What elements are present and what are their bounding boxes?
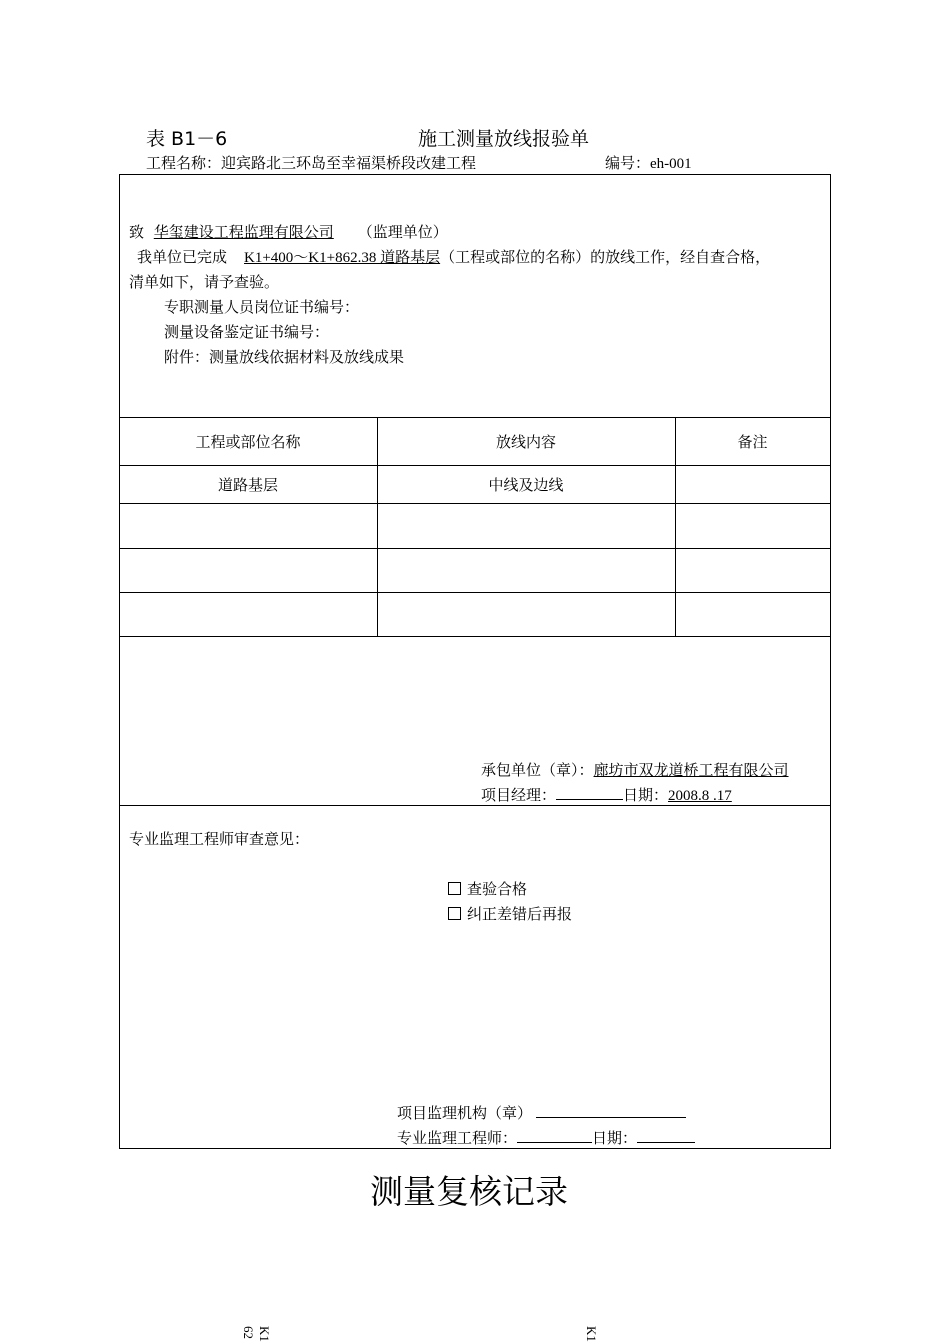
supervisor-suffix: （监理单位） <box>357 225 448 241</box>
contractor-unit-name: 廊坊市双龙道桥工程有限公司 <box>593 763 789 779</box>
table-cell <box>119 548 377 592</box>
review-engineer-label: 专业监理工程师： <box>397 1131 518 1147</box>
table-cell: 中线及边线 <box>488 477 564 494</box>
completed-suffix: （工程或部位的名称）的放线工作，经自查合格， <box>440 250 771 266</box>
frame-bottom <box>119 1148 831 1149</box>
fix-checkbox[interactable] <box>448 907 461 920</box>
rotated-fragment-left: K1 62 <box>241 1326 272 1342</box>
supervisor-company: 华玺建设工程监理有限公司 <box>153 225 334 241</box>
frame-right <box>830 174 831 1148</box>
number-line <box>605 152 692 173</box>
completed-line <box>137 246 770 267</box>
table-cell <box>377 503 675 548</box>
cert-equipment: 测量设备鉴定证书编号： <box>164 325 330 341</box>
request-line2: 清单如下，请予查验。 <box>129 275 280 291</box>
form-title: 施工测量放线报验单 <box>418 128 590 150</box>
option-fix[interactable] <box>448 903 572 924</box>
table-cell <box>675 503 830 548</box>
table-cell <box>675 548 830 592</box>
section-divider <box>119 805 831 806</box>
review-org-label: 项目监理机构（章） <box>397 1106 533 1122</box>
rotated-fragment-right: K1 <box>584 1326 599 1342</box>
table-cell <box>377 548 675 592</box>
completed-prefix: 我单位已完成 <box>137 250 228 266</box>
manager-label: 项目经理： <box>481 788 557 804</box>
contractor-unit-line <box>481 759 789 780</box>
table-bottom <box>119 636 831 637</box>
table-header-remark: 备注 <box>737 434 768 451</box>
contractor-unit-label: 承包单位（章）： <box>481 763 594 779</box>
number-value: eh-001 <box>650 156 692 172</box>
project-line <box>146 152 476 173</box>
contractor-date-label: 日期： <box>623 788 669 804</box>
review-date-label: 日期： <box>592 1131 638 1147</box>
project-name: 迎宾路北三环岛至幸福渠桥段改建工程 <box>221 156 477 172</box>
work-scope: K1+400～K1+862.38 道路基层 <box>244 250 441 266</box>
review-org-field[interactable] <box>536 1103 686 1118</box>
cert-staff: 专职测量人员岗位证书编号： <box>164 300 360 316</box>
contractor-manager-line <box>481 784 760 805</box>
number-label: 编号： <box>605 156 651 172</box>
pass-checkbox[interactable] <box>448 882 461 895</box>
frame-top <box>119 174 831 175</box>
option-pass[interactable] <box>448 878 527 899</box>
project-label: 工程名称： <box>146 156 222 172</box>
table-header-content: 放线内容 <box>495 434 556 451</box>
table-cell: 道路基层 <box>217 477 278 494</box>
table-cell <box>675 465 830 503</box>
form-code: 表 B1－6 <box>146 128 228 150</box>
review-engineer-field[interactable] <box>517 1128 592 1143</box>
table-cell <box>377 592 675 636</box>
review-date-field[interactable] <box>637 1128 695 1143</box>
contractor-date-value: 2008.8 .17 <box>668 788 732 804</box>
attachment: 附件：测量放线依据材料及放线成果 <box>164 350 405 366</box>
second-page-title: 测量复核记录 <box>370 1172 568 1211</box>
table-cell <box>119 592 377 636</box>
table-cell <box>119 503 377 548</box>
to-prefix: 致 <box>129 225 145 241</box>
frame-left <box>119 174 120 1148</box>
option-fix-label: 纠正差错后再报 <box>467 907 573 923</box>
option-pass-label: 查验合格 <box>467 882 528 898</box>
review-engineer-line <box>397 1127 695 1148</box>
review-label: 专业监理工程师审查意见： <box>129 832 310 848</box>
manager-signature-field[interactable] <box>556 785 623 800</box>
table-cell <box>675 592 830 636</box>
table-header-part: 工程或部位名称 <box>195 434 301 451</box>
review-org-line <box>397 1102 686 1123</box>
addressee-line <box>129 221 448 242</box>
